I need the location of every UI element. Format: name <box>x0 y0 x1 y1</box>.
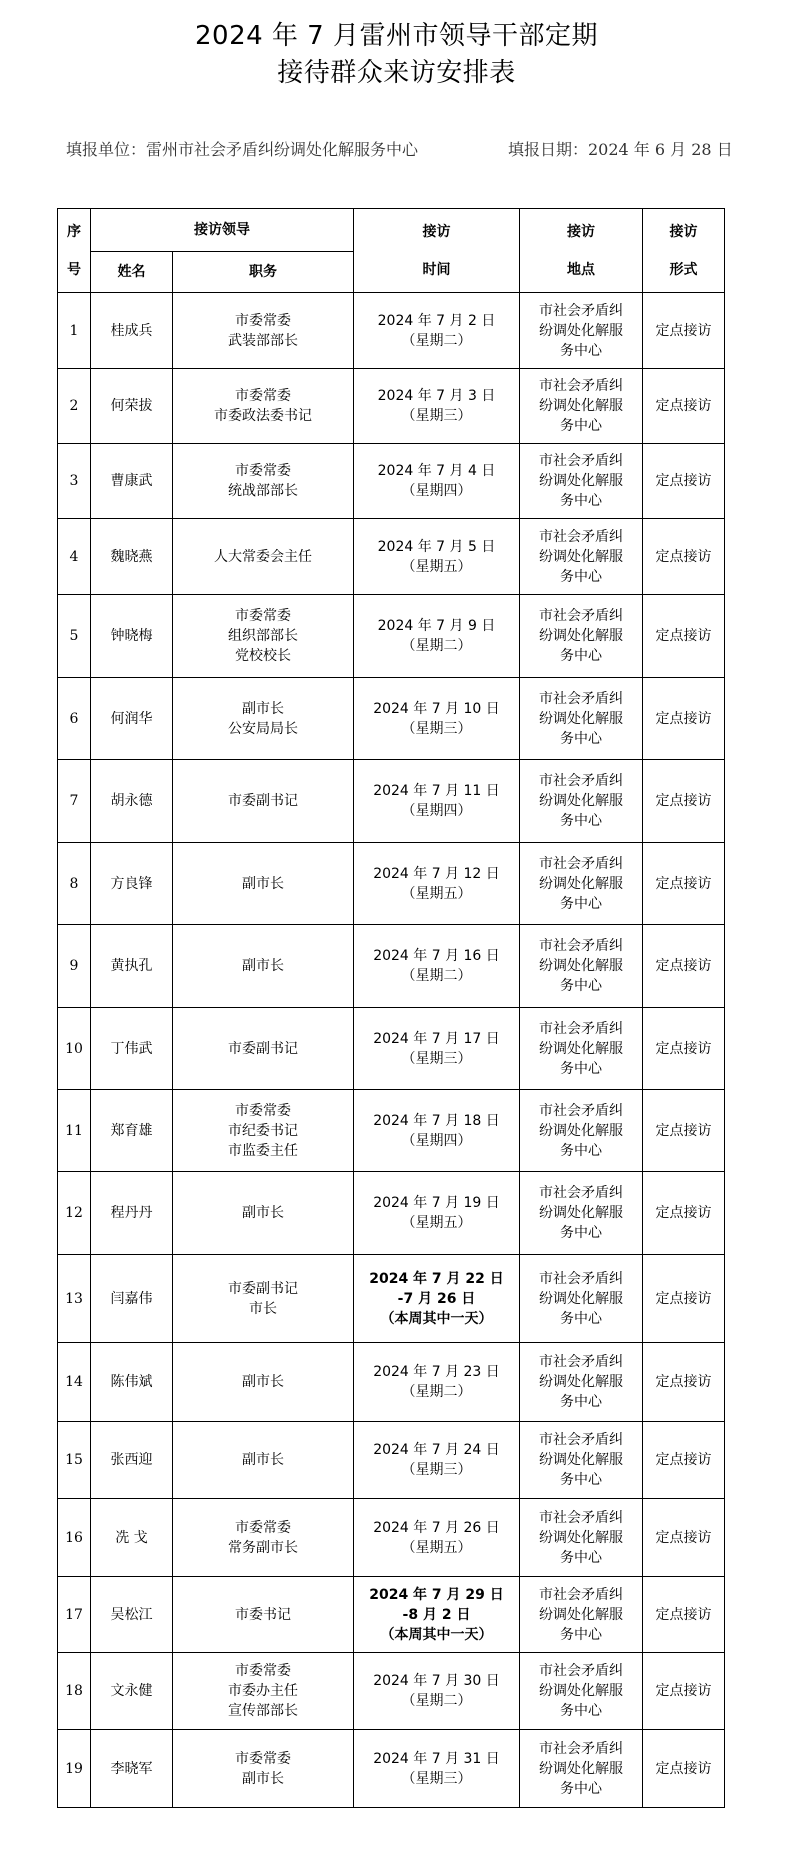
visit-time <box>354 1090 520 1172</box>
leader-name: 郑育雄 <box>91 1090 173 1172</box>
visit-time <box>354 369 520 444</box>
time-line: 2024 年 7 月 22 日 <box>369 1270 504 1287</box>
location-text: 市社会矛盾纠纷调处化解服务中心 <box>539 302 623 359</box>
row-seq: 10 <box>58 1008 91 1090</box>
leader-name: 黄执孔 <box>91 925 173 1008</box>
row-seq: 8 <box>58 843 91 925</box>
row-seq: 18 <box>58 1653 91 1730</box>
visit-form: 定点接访 <box>643 1090 725 1172</box>
leader-name: 吴松江 <box>91 1577 173 1653</box>
leader-name: 钟晓梅 <box>91 595 173 678</box>
location-text: 市社会矛盾纠纷调处化解服务中心 <box>539 1102 623 1159</box>
leader-name: 何荣拔 <box>91 369 173 444</box>
row-seq: 19 <box>58 1730 91 1808</box>
visit-time <box>354 519 520 595</box>
visit-form: 定点接访 <box>643 1653 725 1730</box>
location-text: 市社会矛盾纠纷调处化解服务中心 <box>539 1270 623 1327</box>
table-row <box>58 843 725 925</box>
location-text: 市社会矛盾纠纷调处化解服务中心 <box>539 378 623 434</box>
time-line: 2024 年 7 月 30 日 <box>373 1673 500 1689</box>
visit-location <box>520 678 643 760</box>
leader-name: 闫嘉伟 <box>91 1255 173 1343</box>
time-line: （星期三） <box>401 408 472 424</box>
visit-location <box>520 595 643 678</box>
header-position: 职务 <box>173 252 354 293</box>
location-text: 市社会矛盾纠纷调处化解服务中心 <box>539 528 623 585</box>
time-line: （星期五） <box>401 1539 472 1556</box>
schedule-table <box>57 208 725 1808</box>
time-line: 2024 年 7 月 24 日 <box>373 1442 500 1458</box>
location-text: 市社会矛盾纠纷调处化解服务中心 <box>539 1586 623 1643</box>
time-line: （星期五） <box>401 885 472 902</box>
time-line: （星期三） <box>401 1770 472 1787</box>
visit-time <box>354 1577 520 1653</box>
time-line: 2024 年 7 月 5 日 <box>377 538 496 555</box>
fill-unit: 填报单位：雷州市社会矛盾纠纷调处化解服务中心 <box>66 140 419 159</box>
position-line: 副市长 <box>242 1452 284 1468</box>
position-line: 市委常委 <box>235 463 291 479</box>
position-line: 市委常委 <box>235 312 291 329</box>
table-row <box>58 1090 725 1172</box>
visit-form: 定点接访 <box>643 1255 725 1343</box>
visit-location <box>520 1653 643 1730</box>
leader-position <box>173 1577 354 1653</box>
position-line: 市委常委 <box>235 1519 291 1536</box>
visit-form: 定点接访 <box>643 444 725 519</box>
visit-time <box>354 1172 520 1255</box>
row-seq: 4 <box>58 519 91 595</box>
visit-form: 定点接访 <box>643 595 725 678</box>
time-line: 2024 年 7 月 9 日 <box>377 618 496 634</box>
leader-name: 丁伟武 <box>91 1008 173 1090</box>
visit-form: 定点接访 <box>643 1422 725 1499</box>
time-line: 2024 年 7 月 16 日 <box>373 948 500 964</box>
header-location: 接访 地点 <box>520 209 643 293</box>
header-row-top <box>58 209 725 252</box>
location-text: 市社会矛盾纠纷调处化解服务中心 <box>539 1020 623 1077</box>
table-row <box>58 1577 725 1653</box>
position-line: 市委常委 <box>235 388 291 404</box>
position-line: 党校校长 <box>235 648 291 664</box>
time-line: （星期三） <box>401 1050 472 1067</box>
leader-position <box>173 519 354 595</box>
visit-form: 定点接访 <box>643 519 725 595</box>
visit-location <box>520 519 643 595</box>
position-line: 市委常委 <box>235 1102 291 1119</box>
row-seq: 3 <box>58 444 91 519</box>
leader-name: 李晓军 <box>91 1730 173 1808</box>
location-text: 市社会矛盾纠纷调处化解服务中心 <box>539 608 623 664</box>
time-line: （星期三） <box>401 1462 472 1478</box>
position-line: 副市长 <box>242 1770 284 1787</box>
time-line: （星期二） <box>401 968 472 984</box>
table-row <box>58 678 725 760</box>
position-line: 副市长 <box>242 1205 284 1221</box>
location-text: 市社会矛盾纠纷调处化解服务中心 <box>539 938 623 994</box>
table-row <box>58 293 725 369</box>
location-text: 市社会矛盾纠纷调处化解服务中心 <box>539 690 623 747</box>
visit-time <box>354 925 520 1008</box>
row-seq: 1 <box>58 293 91 369</box>
row-seq: 12 <box>58 1172 91 1255</box>
position-line: 市监委主任 <box>228 1142 298 1159</box>
visit-location <box>520 369 643 444</box>
visit-form: 定点接访 <box>643 843 725 925</box>
leader-name: 胡永德 <box>91 760 173 843</box>
position-line: 副市长 <box>242 700 284 717</box>
time-line: （星期四） <box>401 483 472 499</box>
time-line: （本周其中一天） <box>380 1310 493 1327</box>
time-line: -8 月 2 日 <box>402 1606 471 1623</box>
time-line: 2024 年 7 月 17 日 <box>373 1030 500 1047</box>
time-line: -7 月 26 日 <box>397 1290 476 1307</box>
visit-location <box>520 293 643 369</box>
visit-form: 定点接访 <box>643 1577 725 1653</box>
position-line: 统战部部长 <box>228 483 298 499</box>
leader-position <box>173 293 354 369</box>
visit-location <box>520 1577 643 1653</box>
row-seq: 17 <box>58 1577 91 1653</box>
header-seq: 序 号 <box>58 209 91 293</box>
header-form: 接访 形式 <box>643 209 725 293</box>
leader-position <box>173 1730 354 1808</box>
table-row <box>58 1653 725 1730</box>
position-line: 市委常委 <box>235 1663 291 1679</box>
location-text: 市社会矛盾纠纷调处化解服务中心 <box>539 1663 623 1719</box>
location-text: 市社会矛盾纠纷调处化解服务中心 <box>539 1740 623 1797</box>
location-text: 市社会矛盾纠纷调处化解服务中心 <box>539 1354 623 1410</box>
document-title-line-1: 2024 年 7 月雷州市领导干部定期 <box>194 21 598 51</box>
time-line: 2024 年 7 月 19 日 <box>373 1195 500 1211</box>
leader-name: 文永健 <box>91 1653 173 1730</box>
visit-form: 定点接访 <box>643 1343 725 1422</box>
leader-name: 魏晓燕 <box>91 519 173 595</box>
visit-form: 定点接访 <box>643 1730 725 1808</box>
table-row <box>58 369 725 444</box>
leader-position <box>173 1422 354 1499</box>
visit-form: 定点接访 <box>643 1172 725 1255</box>
leader-position <box>173 1090 354 1172</box>
leader-name: 冼 戈 <box>91 1499 173 1577</box>
row-seq: 15 <box>58 1422 91 1499</box>
location-text: 市社会矛盾纠纷调处化解服务中心 <box>539 1432 623 1488</box>
time-line: 2024 年 7 月 26 日 <box>373 1519 500 1536</box>
location-text: 市社会矛盾纠纷调处化解服务中心 <box>539 453 623 509</box>
schedule-body <box>58 293 725 1808</box>
row-seq: 11 <box>58 1090 91 1172</box>
leader-position <box>173 843 354 925</box>
location-text: 市社会矛盾纠纷调处化解服务中心 <box>539 773 623 829</box>
leader-position <box>173 1172 354 1255</box>
leader-position <box>173 444 354 519</box>
time-line: 2024 年 7 月 3 日 <box>377 388 496 404</box>
visit-time <box>354 1730 520 1808</box>
visit-time <box>354 760 520 843</box>
row-seq: 6 <box>58 678 91 760</box>
row-seq: 9 <box>58 925 91 1008</box>
table-row <box>58 1730 725 1808</box>
table-row <box>58 1499 725 1577</box>
fill-date: 填报日期：2024 年 6 月 28 日 <box>508 140 733 159</box>
visit-time <box>354 1255 520 1343</box>
leader-position <box>173 925 354 1008</box>
position-line: 副市长 <box>242 1374 284 1390</box>
leader-name: 程丹丹 <box>91 1172 173 1255</box>
position-line: 市委常委 <box>235 608 291 624</box>
leader-name: 何润华 <box>91 678 173 760</box>
time-line: （星期五） <box>401 1215 472 1231</box>
position-line: 公安局局长 <box>228 720 298 737</box>
table-row <box>58 444 725 519</box>
position-line: 市委政法委书记 <box>214 408 312 424</box>
time-line: 2024 年 7 月 12 日 <box>373 865 500 882</box>
header-time: 接访 时间 <box>354 209 520 293</box>
visit-time <box>354 678 520 760</box>
visit-location <box>520 1255 643 1343</box>
visit-time <box>354 1343 520 1422</box>
time-line: （星期二） <box>401 332 472 349</box>
leader-name: 曹康武 <box>91 444 173 519</box>
position-line: 市委书记 <box>235 1606 291 1623</box>
position-line: 人大常委会主任 <box>214 548 312 565</box>
visit-location <box>520 1422 643 1499</box>
visit-location <box>520 444 643 519</box>
position-line: 市委常委 <box>235 1750 291 1767</box>
position-line: 宣传部部长 <box>228 1703 298 1719</box>
visit-time <box>354 1008 520 1090</box>
time-line: （星期二） <box>401 1384 472 1400</box>
position-line: 常务副市长 <box>228 1539 298 1556</box>
leader-position <box>173 1255 354 1343</box>
visit-location <box>520 1008 643 1090</box>
time-line: （星期二） <box>401 1693 472 1709</box>
visit-form: 定点接访 <box>643 1499 725 1577</box>
visit-time <box>354 444 520 519</box>
row-seq: 5 <box>58 595 91 678</box>
visit-time <box>354 843 520 925</box>
visit-form: 定点接访 <box>643 925 725 1008</box>
table-row <box>58 1172 725 1255</box>
leader-position <box>173 1008 354 1090</box>
time-line: 2024 年 7 月 11 日 <box>373 783 500 799</box>
visit-form: 定点接访 <box>643 760 725 843</box>
position-line: 市纪委书记 <box>228 1122 298 1139</box>
position-line: 副市长 <box>242 875 284 892</box>
time-line: 2024 年 7 月 31 日 <box>373 1750 500 1767</box>
position-line: 市委办主任 <box>228 1683 298 1699</box>
visit-time <box>354 595 520 678</box>
visit-time <box>354 1499 520 1577</box>
time-line: 2024 年 7 月 23 日 <box>373 1364 500 1380</box>
row-seq: 7 <box>58 760 91 843</box>
location-text: 市社会矛盾纠纷调处化解服务中心 <box>539 1509 623 1566</box>
leader-position <box>173 760 354 843</box>
visit-form: 定点接访 <box>643 369 725 444</box>
leader-position <box>173 1343 354 1422</box>
table-row <box>58 760 725 843</box>
position-line: 市长 <box>249 1300 277 1317</box>
position-line: 武装部部长 <box>228 332 298 349</box>
time-line: （星期四） <box>401 1132 472 1149</box>
visit-location <box>520 1730 643 1808</box>
leader-name: 张西迎 <box>91 1422 173 1499</box>
leader-position <box>173 1653 354 1730</box>
visit-location <box>520 1172 643 1255</box>
visit-form: 定点接访 <box>643 678 725 760</box>
table-row <box>58 925 725 1008</box>
table-row <box>58 1008 725 1090</box>
table-row <box>58 1422 725 1499</box>
visit-location <box>520 1499 643 1577</box>
position-line: 市委副书记 <box>228 1280 298 1297</box>
row-seq: 16 <box>58 1499 91 1577</box>
document-title-line-2: 接待群众来访安排表 <box>277 58 516 88</box>
leader-position <box>173 595 354 678</box>
location-text: 市社会矛盾纠纷调处化解服务中心 <box>539 1185 623 1241</box>
time-line: 2024 年 7 月 29 日 <box>369 1586 504 1603</box>
position-line: 副市长 <box>242 958 284 974</box>
visit-time <box>354 293 520 369</box>
position-line: 市委副书记 <box>228 793 298 809</box>
row-seq: 14 <box>58 1343 91 1422</box>
position-line: 市委副书记 <box>228 1040 298 1057</box>
leader-name: 桂成兵 <box>91 293 173 369</box>
visit-location <box>520 760 643 843</box>
visit-time <box>354 1422 520 1499</box>
time-line: （星期五） <box>401 558 472 575</box>
leader-position <box>173 678 354 760</box>
time-line: （星期四） <box>401 803 472 819</box>
visit-location <box>520 1090 643 1172</box>
time-line: （星期二） <box>401 638 472 654</box>
row-seq: 2 <box>58 369 91 444</box>
time-line: （本周其中一天） <box>380 1626 493 1643</box>
time-line: 2024 年 7 月 18 日 <box>373 1112 500 1129</box>
time-line: （星期三） <box>401 720 472 737</box>
table-row <box>58 595 725 678</box>
leader-name: 陈伟斌 <box>91 1343 173 1422</box>
position-line: 组织部部长 <box>228 628 298 644</box>
visit-form: 定点接访 <box>643 1008 725 1090</box>
time-line: 2024 年 7 月 10 日 <box>373 700 500 717</box>
location-text: 市社会矛盾纠纷调处化解服务中心 <box>539 855 623 912</box>
visit-location <box>520 1343 643 1422</box>
visit-location <box>520 843 643 925</box>
leader-position <box>173 369 354 444</box>
header-name: 姓名 <box>91 252 173 293</box>
leader-position <box>173 1499 354 1577</box>
time-line: 2024 年 7 月 4 日 <box>377 463 496 479</box>
visit-location <box>520 925 643 1008</box>
row-seq: 13 <box>58 1255 91 1343</box>
leader-name: 方良锋 <box>91 843 173 925</box>
header-leader-group: 接访领导 <box>91 209 354 252</box>
table-row <box>58 1343 725 1422</box>
table-row <box>58 1255 725 1343</box>
visit-time <box>354 1653 520 1730</box>
visit-form: 定点接访 <box>643 293 725 369</box>
table-row <box>58 519 725 595</box>
time-line: 2024 年 7 月 2 日 <box>377 312 496 329</box>
